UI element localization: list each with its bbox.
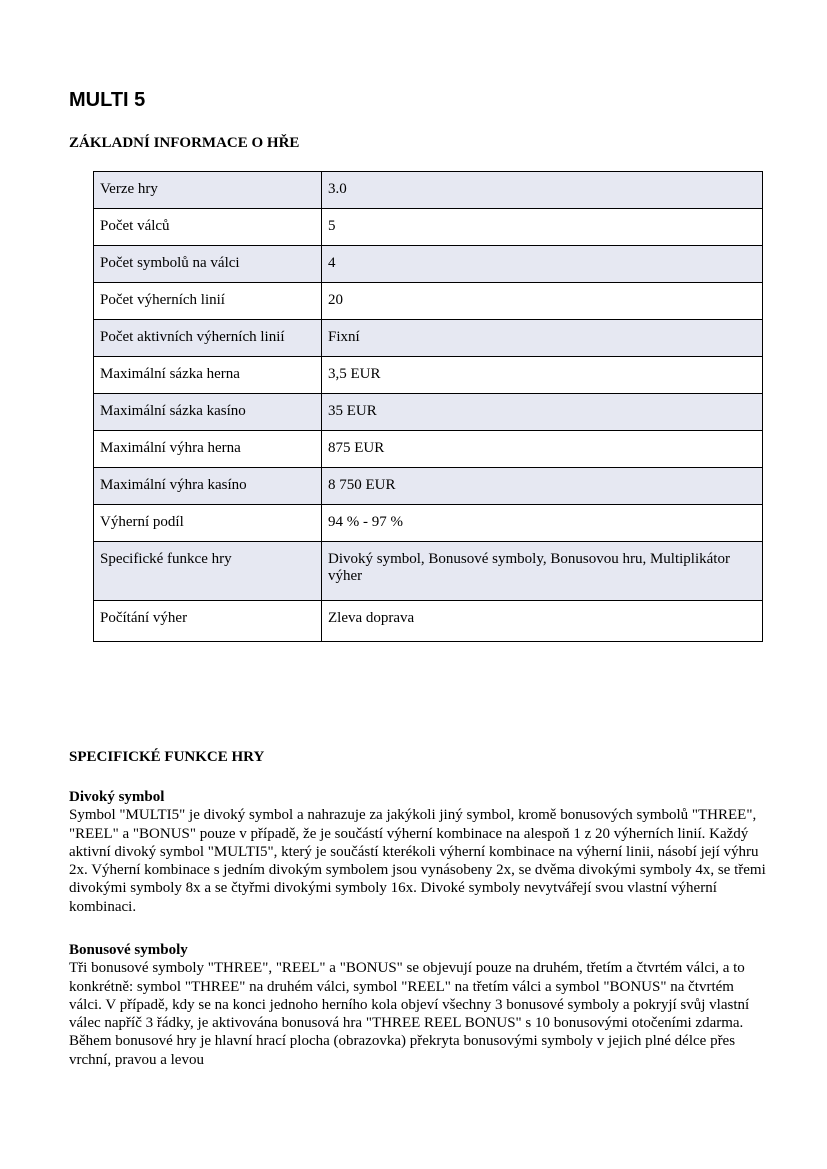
table-row xyxy=(94,320,763,357)
row-value: 3.0 xyxy=(322,172,763,209)
section-heading: Divoký symbol xyxy=(69,789,165,805)
row-value: Fixní xyxy=(322,320,763,357)
row-value: Zleva doprava xyxy=(322,601,763,642)
row-label: Počet symbolů na válci xyxy=(94,246,322,283)
row-label: Počítání výher xyxy=(94,601,322,642)
basic-info-heading: ZÁKLADNÍ INFORMACE O HŘE xyxy=(69,135,300,151)
row-value: 8 750 EUR xyxy=(322,468,763,505)
row-value: 94 % - 97 % xyxy=(322,505,763,542)
features-heading: SPECIFICKÉ FUNKCE HRY xyxy=(69,749,265,765)
section-bonus-symbols xyxy=(69,941,769,1069)
table-row xyxy=(94,542,763,601)
row-label: Maximální výhra kasíno xyxy=(94,468,322,505)
row-label: Počet výherních linií xyxy=(94,283,322,320)
table-row xyxy=(94,468,763,505)
table-row xyxy=(94,172,763,209)
row-value: Divoký symbol, Bonusové symboly, Bonusovou hru, Multiplikátor výher xyxy=(322,542,763,601)
row-value: 5 xyxy=(322,209,763,246)
table-row xyxy=(94,394,763,431)
table-row xyxy=(94,246,763,283)
table-row xyxy=(94,505,763,542)
table-row xyxy=(94,431,763,468)
row-label: Počet aktivních výherních linií xyxy=(94,320,322,357)
section-heading: Bonusové symboly xyxy=(69,942,188,958)
row-label: Maximální sázka herna xyxy=(94,357,322,394)
row-label: Maximální výhra herna xyxy=(94,431,322,468)
table-row xyxy=(94,209,763,246)
table-row xyxy=(94,601,763,642)
row-value: 35 EUR xyxy=(322,394,763,431)
table-row xyxy=(94,283,763,320)
row-label: Počet válců xyxy=(94,209,322,246)
game-info-table xyxy=(93,171,763,642)
row-value: 20 xyxy=(322,283,763,320)
row-label: Verze hry xyxy=(94,172,322,209)
section-wild-symbol xyxy=(69,788,769,916)
table-row xyxy=(94,357,763,394)
row-value: 4 xyxy=(322,246,763,283)
row-label: Maximální sázka kasíno xyxy=(94,394,322,431)
row-label: Výherní podíl xyxy=(94,505,322,542)
section-paragraph: Symbol "MULTI5" je divoký symbol a nahrazuje za jakýkoli jiný symbol, kromě bonusových symbolů "THREE", "REEL" a "BONUS" pouze v případě, že je součástí výherní kombinace na alespoň 1 z 20 výherních linií. Každý aktivní divoký symbol "MULTI5", který je součástí kterékoli výherní kombinace na výherní linii, násobí její výhru 2x. Výherní kombinace s jedním divokým symbolem jsou vynásobeny 2x, se dvěma divokými symboly 4x, se třemi divokými symboly 8x a se čtyřmi divokými symboly 16x. Divoké symboly nevytvářejí svou vlastní výherní kombinaci. xyxy=(69,807,766,915)
page-title: MULTI 5 xyxy=(69,89,146,111)
row-value: 875 EUR xyxy=(322,431,763,468)
row-value: 3,5 EUR xyxy=(322,357,763,394)
section-paragraph: Tři bonusové symboly "THREE", "REEL" a "BONUS" se objevují pouze na druhém, třetím a čtvrtém válci, a to konkrétně: symbol "THREE" na druhém válci, symbol "REEL" na třetím válci a symbol "BONUS" na čtvrtém válci. V případě, kdy se na konci jednoho herního kola objeví všechny 3 bonusové symboly a pokryjí svůj vlastní válec napříč 3 řádky, je aktivována bonusová hra "THREE REEL BONUS" s 10 bonusovými otočeními zdarma. Během bonusové hry je hlavní hrací plocha (obrazovka) překryta bonusovými symboly v jejich plné délce přes vrchní, pravou a levou xyxy=(69,960,750,1068)
row-label: Specifické funkce hry xyxy=(94,542,322,601)
